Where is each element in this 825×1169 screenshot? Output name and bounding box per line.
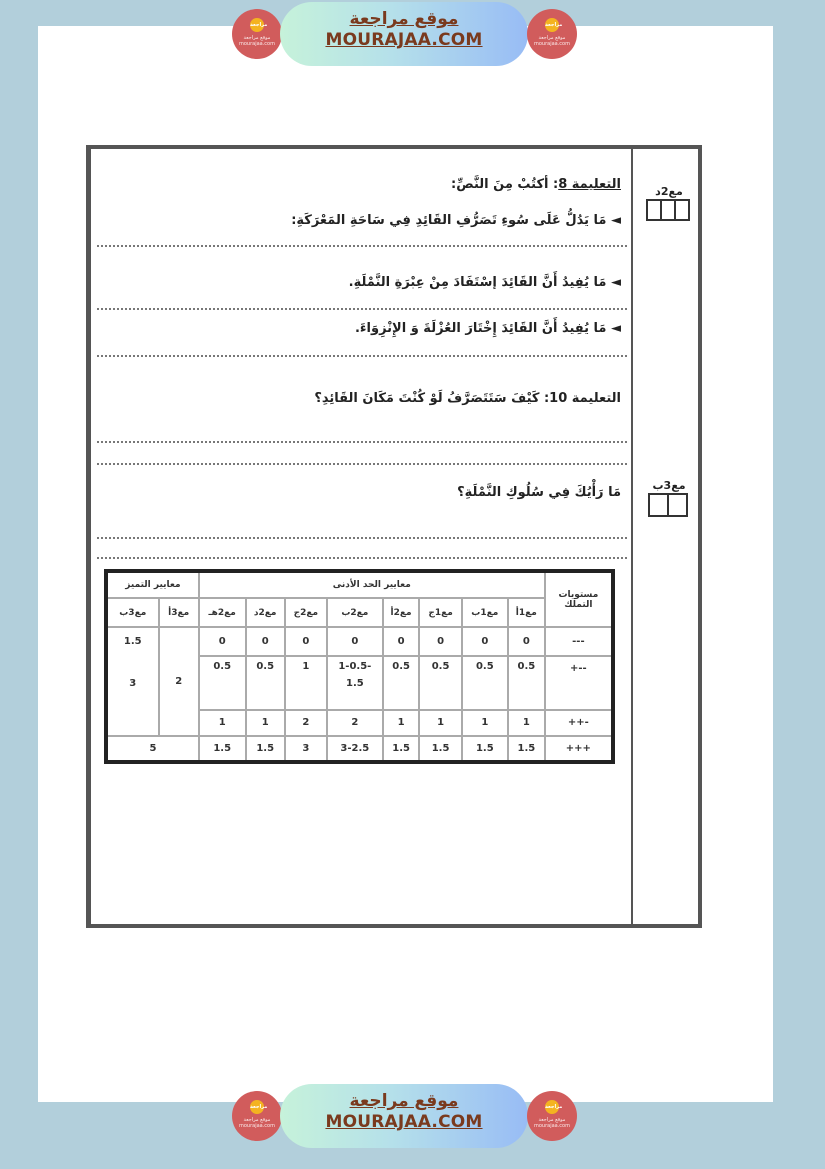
cell: 2 [159,627,199,736]
score-cells[interactable] [644,493,694,517]
cell: 0 [246,627,285,655]
column-header: مع2هـ [199,598,246,627]
site-logo-right [527,9,577,59]
cell: 0.5 [383,656,420,710]
cell: 0 [327,627,383,655]
answer-line[interactable] [97,557,627,559]
cell: 1 [508,710,545,736]
cell: 1 [383,710,420,736]
margin-divider [631,149,633,924]
criterion-box-2d [644,185,694,221]
cell: 0.5 [419,656,461,710]
column-header: مع2د [246,598,285,627]
level-cell: --+ [545,656,613,710]
cell: 0 [419,627,461,655]
logo-caption-ar: موقع مراجعة [538,1117,566,1123]
cell: 2 [327,710,383,736]
cell: 1.5 [106,627,159,655]
cell: 1 [462,710,508,736]
answer-line[interactable] [97,245,627,247]
cell: 3-2.5 [327,736,383,762]
logo-caption-ar: موقع مراجعة [243,1117,271,1123]
answer-line[interactable] [97,308,627,310]
cell: 1.5 [419,736,461,762]
cell: 0 [285,627,327,655]
logo-caption-ar: موقع مراجعة [243,35,271,41]
site-link-pill[interactable] [280,1084,528,1148]
logo-badge-icon: مراجعة [250,1100,264,1114]
cell: 0 [462,627,508,655]
cell: 3 [106,656,159,736]
answer-line[interactable] [97,537,627,539]
exam-content [91,149,631,924]
instruction-8-item-3: ◄ مَا يُفِيدُ أَنَّ القَائِدَ إِخْتَارَ العُزْلَةَ وَ الإِنْزِوَاءَ. [354,321,621,336]
score-cells[interactable] [644,199,694,221]
cell: 0.5 [246,656,285,710]
logo-caption-en: mourajaa.com [533,1123,570,1129]
instruction-10-heading [314,391,621,406]
cell: 3 [285,736,327,762]
site-name-latin[interactable]: MOURAJAA.COM [325,30,483,50]
cell: 0.5 [199,656,246,710]
site-logo-left [232,1091,282,1141]
cell: 1.5 [246,736,285,762]
instruction-8-heading [451,177,621,192]
site-logo-left [232,9,282,59]
column-header: مع2ج [285,598,327,627]
cell: 1.5 [462,736,508,762]
level-cell: +++ [545,736,613,762]
header-minimum: معايير الحد الأدنى [199,571,545,598]
answer-line[interactable] [97,355,627,357]
site-banner-top[interactable] [232,0,577,70]
logo-caption-en: mourajaa.com [238,41,275,47]
cell: 1 [285,656,327,710]
site-logo-right [527,1091,577,1141]
cell: 2 [285,710,327,736]
logo-caption-en: mourajaa.com [238,1123,275,1129]
cell: 0 [508,627,545,655]
column-header: مع1ب [462,598,508,627]
instruction-8-item-2: ◄ مَا يُفِيدُ أَنَّ القَائِدَ إسْتَفَادَ مِنْ عِبْرَةِ النَّمْلَةِ. [348,275,621,290]
criterion-label: مع2د [655,185,683,198]
question-ant-behaviour: مَا رَأْيُكَ فِي سُلُوكِ النَّمْلَةِ؟ [457,485,621,500]
cell: 0.5 [462,656,508,710]
column-header: مع3أ [159,598,199,627]
table-row [106,627,613,655]
column-header: مع2ب [327,598,383,627]
instruction-10-text: : كَيْفَ سَتَتَصَرَّفُ لَوْ كُنْتَ مَكَانَ القَائِدِ؟ [314,391,550,406]
cell: 1.5 [383,736,420,762]
cell: 5 [106,736,199,762]
instruction-8-label: التعليمة 8 [558,177,621,192]
criterion-box-3b [644,479,694,517]
logo-caption-en: mourajaa.com [533,41,570,47]
level-cell: --- [545,627,613,655]
logo-badge-icon: مراجعة [545,1100,559,1114]
answer-line[interactable] [97,441,627,443]
site-banner-bottom[interactable] [232,1082,577,1152]
column-header: مع1ج [419,598,461,627]
instruction-8-text: : أكتُبْ مِنَ النَّصِّ: [451,177,559,192]
cell: 0 [383,627,420,655]
cell: 0 [199,627,246,655]
instruction-10-label: التعليمة 10 [549,391,621,406]
cell: 1.5 [199,736,246,762]
header-levels: مستويات التملك [545,571,613,627]
site-link-pill[interactable] [280,2,528,66]
site-name-arabic[interactable]: موقع مراجعة [349,1091,459,1111]
instruction-8-item-1: ◄ مَا يَدُلُّ عَلَى سُوءِ تَصَرُّفِ القَائِدِ فِي سَاحَةِ المَعْرَكَةِ: [291,213,621,228]
cell: -1-0.5 1.5 [327,656,383,710]
logo-badge-icon: مراجعة [545,18,559,32]
logo-badge-icon: مراجعة [250,18,264,32]
cell: 1 [246,710,285,736]
cell: 1.5 [508,736,545,762]
table-row [106,736,613,762]
criterion-label: مع3ب [652,479,686,492]
cell: 0.5 [508,656,545,710]
column-header: مع3ب [106,598,159,627]
exam-frame [86,145,702,928]
answer-line[interactable] [97,463,627,465]
site-name-latin[interactable]: MOURAJAA.COM [325,1112,483,1132]
logo-caption-ar: موقع مراجعة [538,35,566,41]
level-cell: -++ [545,710,613,736]
cell: 1 [419,710,461,736]
grading-table [104,569,615,764]
cell: 1 [199,710,246,736]
site-name-arabic[interactable]: موقع مراجعة [349,9,459,29]
column-header: مع2أ [383,598,420,627]
column-header: مع1أ [508,598,545,627]
header-excellence: معايير التميز [106,571,199,598]
